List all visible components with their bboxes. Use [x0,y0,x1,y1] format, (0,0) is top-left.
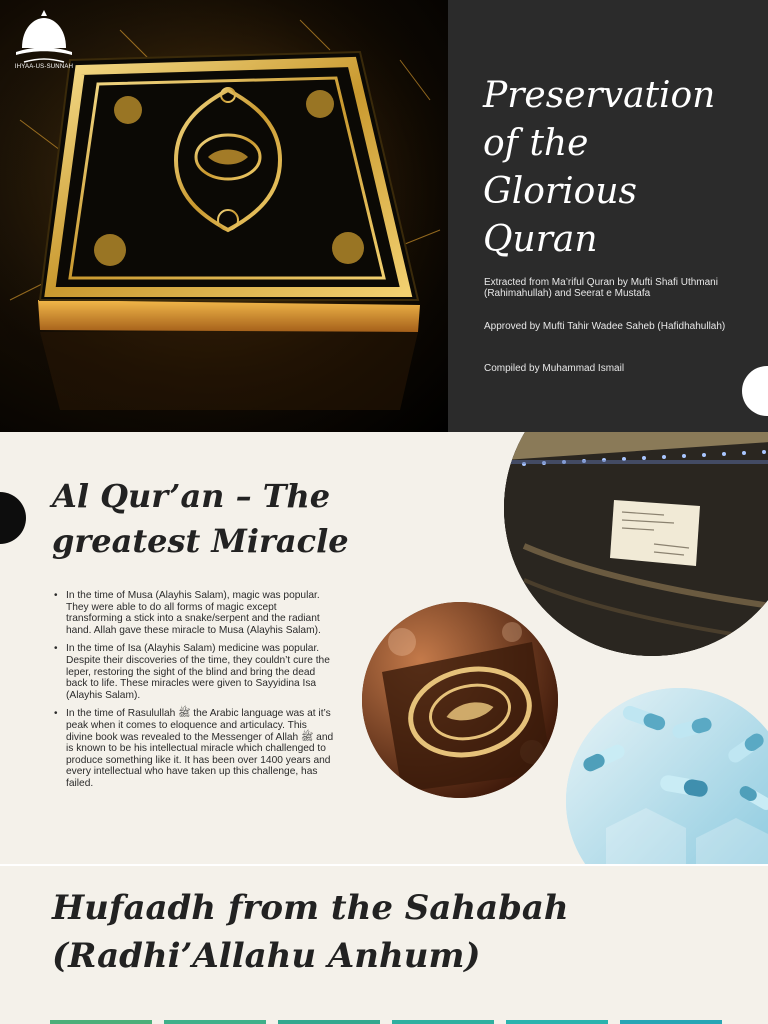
title-line: Hufaadh from the Sahabah [52,888,569,928]
logo-caption: IHYAA-US-SUNNAH [14,64,74,70]
hufaadh-slide [0,866,768,1024]
bullet-musa: • In the time of Musa (Alayhis Salam), magic was popular. They were able to do all forms of magic except transforming a stick into a snake/serpent and the radiant hand. Allah gave these miracle to Musa (Alayhis Salam). [54,590,334,636]
color-tab [620,1020,722,1024]
museum-display-image [504,432,768,656]
quran-closeup-illustration [362,602,558,798]
title-line: (Radhi’Allahu Anhum) [52,936,481,976]
miracle-slide [0,432,768,864]
medicine-capsules-image [566,688,768,864]
compiler-credit: Compiled by Muhammad Ismail [484,363,625,374]
slide-title [52,884,732,980]
title-slide [0,0,768,432]
color-tab [50,1020,152,1024]
title-line: Al Qur’an – The [52,477,331,515]
color-tab [278,1020,380,1024]
title-line: Glorious [483,171,638,212]
quran-cover-image [0,0,448,432]
color-tab [392,1020,494,1024]
color-tab-strip [50,1020,722,1024]
source-credit: Extracted from Ma’riful Quran by Mufti Shafi Uthmani (Rahimahullah) and Seerat e Mustafa [484,277,718,299]
decorative-dot [0,492,26,544]
color-tab [164,1020,266,1024]
bullet-list [54,590,334,797]
slide-title [52,474,352,564]
title-line: Quran [483,219,598,260]
title-line: Preservation [483,75,716,116]
museum-display-illustration [504,432,768,656]
color-tab [506,1020,608,1024]
capsules-illustration [566,688,768,864]
title-line: greatest Miracle [52,522,349,560]
bullet-isa: • In the time of Isa (Alayhis Salam) medicine was popular. Despite their discoveries of the time, they couldn’t cure the leper, restoring the sight of the blind and bring the dead back to life. These miracles were given to Sayyidina Isa (Alayhis Salam). [54,643,334,701]
quran-cover-closeup-image [362,602,558,798]
approval-credit: Approved by Mufti Tahir Wadee Saheb (Hafidhahullah) [484,321,726,332]
ihyaa-us-sunnah-logo [14,8,74,72]
bullet-rasulullah: • In the time of Rasulullah ﷺ the Arabic language was at it’s peak when it comes to eloquence and articulacy. This divine book was revealed to the Messenger of Allah ﷺ and is known to be his intellectual miracle which challenged to produce something like it. It has been over 1400 years and every intellectual who have taken up this challenge, has failed. [54,708,334,789]
title-line: of the [483,123,589,164]
presentation-title [483,72,743,264]
